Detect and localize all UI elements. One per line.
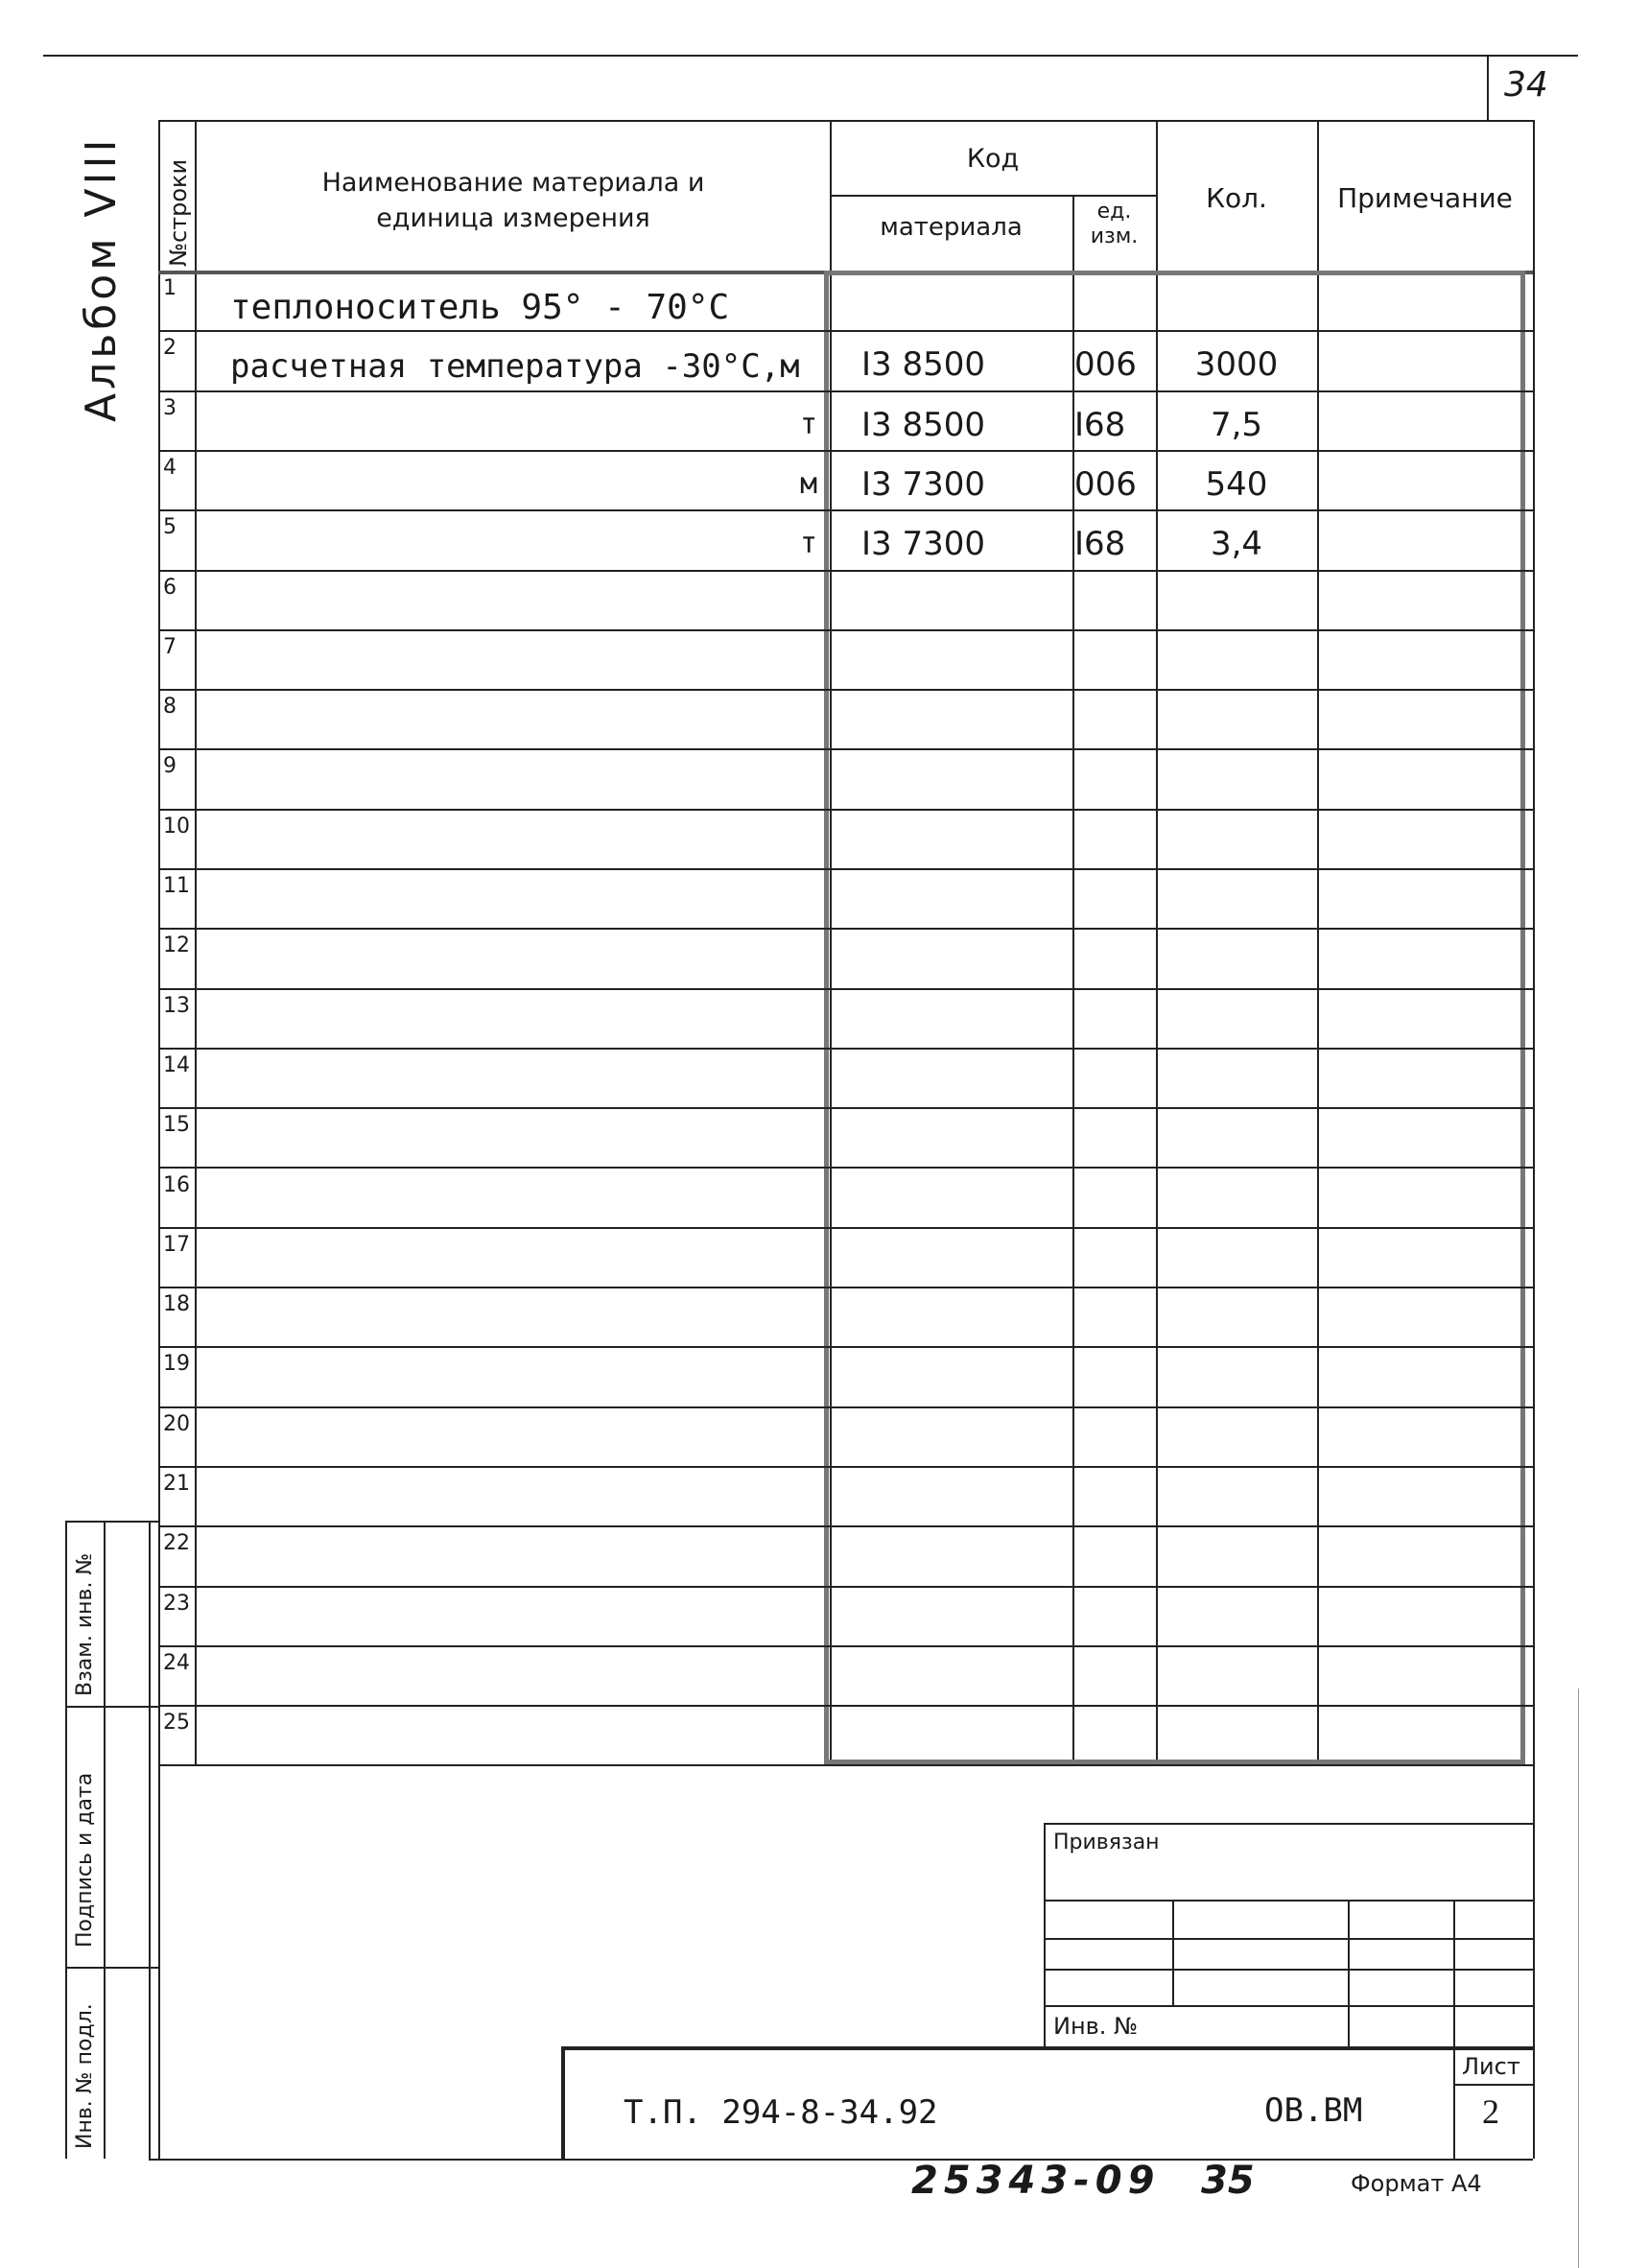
row-qty: 3000 bbox=[1194, 345, 1279, 384]
footer-number: 25343-09 bbox=[911, 2159, 1161, 2203]
row-name: т bbox=[799, 527, 817, 560]
tb-privyazan-left bbox=[1044, 1823, 1046, 2046]
header-row-no: №строки bbox=[165, 158, 192, 267]
row-unit: I68 bbox=[1074, 406, 1126, 444]
tb-grid-v2 bbox=[1348, 1900, 1350, 2046]
row-number: 6 bbox=[163, 576, 177, 600]
tb-grid-v1 bbox=[1172, 1900, 1174, 2005]
tb-doc-code: Т.П. 294-8-34.92 bbox=[624, 2093, 938, 2132]
row-line bbox=[158, 629, 1533, 631]
header-code-underline bbox=[830, 195, 1156, 197]
row-code: I3 8500 bbox=[861, 345, 985, 384]
header-code-unit-line1: ед. bbox=[1096, 200, 1132, 224]
stamp-sep-2 bbox=[65, 1967, 158, 1969]
row-number: 15 bbox=[163, 1113, 190, 1137]
stamp-inner-border bbox=[104, 1521, 106, 2159]
row-number: 3 bbox=[163, 396, 177, 420]
row-line bbox=[158, 748, 1533, 750]
row-line bbox=[158, 988, 1533, 990]
row-line bbox=[158, 450, 1533, 452]
row-number: 21 bbox=[163, 1472, 190, 1496]
row-number: 12 bbox=[163, 933, 190, 957]
row-line bbox=[158, 928, 1533, 930]
footer-format: Формат А4 bbox=[1351, 2170, 1482, 2197]
album-label: Альбом VIII bbox=[77, 135, 126, 422]
tb-main-top bbox=[561, 2046, 1533, 2050]
row-line bbox=[158, 509, 1533, 511]
row-unit: 006 bbox=[1074, 345, 1137, 384]
tb-inv-no: Инв. № bbox=[1053, 2013, 1139, 2040]
frame-top bbox=[158, 120, 1533, 122]
header-code: Код bbox=[966, 144, 1020, 174]
header-note: Примечание bbox=[1337, 182, 1513, 214]
row-line bbox=[158, 1406, 1533, 1408]
stamp-right-border bbox=[149, 1521, 151, 2159]
row-number: 13 bbox=[163, 994, 190, 1018]
stamp-left-border bbox=[65, 1521, 67, 2159]
row-code: I3 7300 bbox=[861, 525, 985, 563]
row-number: 2 bbox=[163, 336, 177, 360]
row-line bbox=[158, 868, 1533, 870]
header-name-line1: Наименование материала и bbox=[321, 168, 705, 198]
row-line bbox=[158, 1287, 1533, 1288]
tb-main-left bbox=[561, 2046, 565, 2159]
row-number: 4 bbox=[163, 456, 177, 480]
row-number: 19 bbox=[163, 1352, 190, 1376]
stamp-podpis-data: Подпись и дата bbox=[73, 1772, 97, 1948]
row-line bbox=[158, 330, 1533, 332]
row-number: 17 bbox=[163, 1233, 190, 1257]
tb-list-sep bbox=[1453, 2084, 1533, 2086]
row-number: 24 bbox=[163, 1651, 190, 1675]
row-line bbox=[158, 1645, 1533, 1647]
row-qty: 7,5 bbox=[1210, 406, 1263, 444]
row-line bbox=[158, 1346, 1533, 1348]
row-line bbox=[158, 1586, 1533, 1588]
header-code-material: материала bbox=[880, 213, 1023, 242]
stamp-sep-1 bbox=[65, 1706, 158, 1708]
row-number: 18 bbox=[163, 1292, 190, 1316]
row-line bbox=[158, 390, 1533, 392]
frame-right bbox=[1533, 120, 1535, 2159]
row-line bbox=[158, 1705, 1533, 1707]
row-line bbox=[158, 1107, 1533, 1109]
row-name: теплоноситель 95° - 70°C bbox=[230, 288, 730, 327]
stamp-vzam-inv: Взам. инв. № bbox=[73, 1552, 97, 1696]
row-line bbox=[158, 1525, 1533, 1527]
row-unit: 006 bbox=[1074, 465, 1137, 504]
tb-grid-h2 bbox=[1044, 1938, 1533, 1940]
tb-grid-v3 bbox=[1453, 1900, 1455, 2159]
tb-list-value: 2 bbox=[1482, 2092, 1499, 2131]
row-name: расчетная температура -30°C,м bbox=[230, 347, 800, 386]
tb-list-label: Лист bbox=[1462, 2053, 1520, 2080]
row-number: 25 bbox=[163, 1711, 190, 1735]
row-number: 10 bbox=[163, 815, 190, 839]
header-code-unit-line2: изм. bbox=[1090, 224, 1139, 248]
row-number: 1 bbox=[163, 276, 177, 300]
frame-left bbox=[158, 120, 160, 2159]
frame-bottom bbox=[149, 2159, 1533, 2161]
row-line bbox=[158, 689, 1533, 691]
row-code: I3 7300 bbox=[861, 465, 985, 504]
row-name: т bbox=[799, 408, 817, 441]
row-number: 20 bbox=[163, 1412, 190, 1436]
header-name-line2: единица измерения bbox=[376, 203, 650, 233]
header-qty: Кол. bbox=[1206, 182, 1267, 214]
tb-section: ОВ.ВМ bbox=[1264, 2091, 1363, 2130]
row-line bbox=[158, 1764, 1533, 1766]
row-number: 8 bbox=[163, 695, 177, 719]
tb-privyazan-top bbox=[1044, 1823, 1533, 1825]
row-line bbox=[158, 1466, 1533, 1468]
sheet-number-divider bbox=[1487, 55, 1489, 120]
tb-grid-h3 bbox=[1044, 1969, 1533, 1971]
stamp-top bbox=[65, 1521, 158, 1523]
row-qty: 3,4 bbox=[1210, 525, 1263, 563]
right-edge-line bbox=[1578, 1689, 1579, 2268]
row-number: 9 bbox=[163, 754, 177, 778]
tb-grid-h1 bbox=[1044, 1900, 1533, 1902]
row-number: 11 bbox=[163, 874, 190, 898]
row-name: м bbox=[799, 467, 817, 501]
stamp-inv-podl: Инв. № подл. bbox=[73, 2003, 97, 2149]
header-divider-1 bbox=[195, 120, 197, 1765]
tb-grid-h4 bbox=[1044, 2005, 1533, 2007]
row-line bbox=[158, 809, 1533, 811]
row-number: 23 bbox=[163, 1592, 190, 1616]
row-qty: 540 bbox=[1205, 465, 1268, 504]
row-number: 16 bbox=[163, 1173, 190, 1197]
row-line bbox=[158, 1167, 1533, 1169]
row-line bbox=[158, 1227, 1533, 1229]
row-code: I3 8500 bbox=[861, 406, 985, 444]
row-line bbox=[158, 1048, 1533, 1050]
row-number: 5 bbox=[163, 515, 177, 539]
row-number: 7 bbox=[163, 635, 177, 659]
row-number: 22 bbox=[163, 1531, 190, 1555]
row-unit: I68 bbox=[1074, 525, 1126, 563]
footer-page: 35 bbox=[1201, 2159, 1255, 2203]
tb-privyazan-label: Привязан bbox=[1053, 1831, 1160, 1855]
row-line bbox=[158, 570, 1533, 572]
sheet-number: 34 bbox=[1504, 65, 1548, 105]
row-number: 14 bbox=[163, 1053, 190, 1077]
top-border bbox=[43, 55, 1578, 57]
